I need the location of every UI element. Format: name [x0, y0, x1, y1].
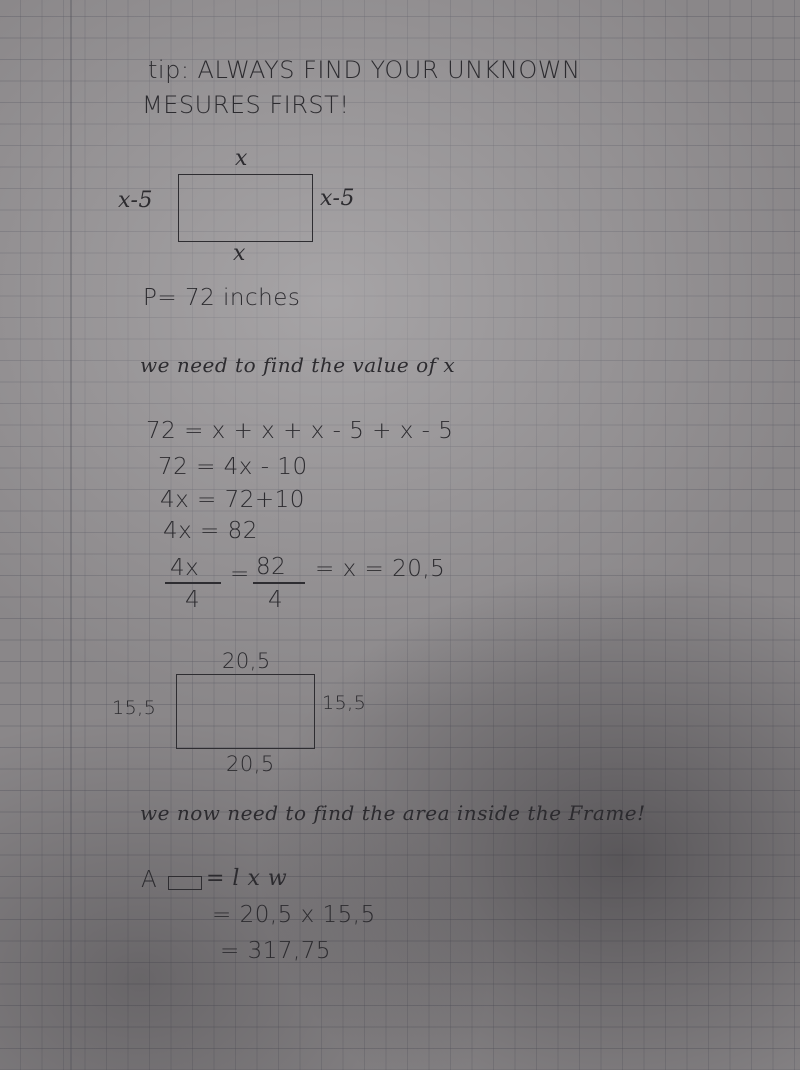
tip-line-1: tip: ALWAYS FIND YOUR UNKNOWN — [148, 56, 581, 84]
tip-line-2: MESURES FIRST! — [142, 91, 350, 119]
fraction-2-numerator: 82 — [256, 554, 287, 580]
area-step-1: = 20,5 x 15,5 — [212, 902, 376, 928]
diagram1-top-label: x — [235, 146, 248, 171]
equation-2: 72 = 4x - 10 — [158, 454, 308, 480]
fraction-1-numerator: 4x — [170, 555, 200, 581]
diagram2-right-label: 15,5 — [322, 692, 367, 714]
fraction-1-bar — [165, 582, 221, 584]
fraction-1-denominator: 4 — [185, 587, 201, 613]
diagram2-bottom-label: 20,5 — [226, 752, 275, 776]
fraction-2-denominator: 4 — [268, 587, 284, 613]
area-label: A — [141, 867, 158, 893]
area-formula: = l x w — [206, 866, 288, 891]
perimeter-text: P= 72 inches — [143, 285, 301, 311]
diagram1-bottom-label: x — [233, 241, 246, 266]
fraction-equals: = — [230, 561, 250, 587]
diagram1-left-label: x-5 — [118, 188, 153, 213]
find-area-text: we now need to find the area inside the Frame! — [140, 801, 646, 825]
diagram2-left-label: 15,5 — [112, 697, 157, 719]
rectangle-diagram-1 — [178, 174, 313, 242]
diagram1-right-label: x-5 — [320, 186, 355, 211]
area-step-2: = 317,75 — [220, 938, 332, 964]
find-x-text: we need to find the value of x — [140, 353, 456, 377]
margin-line — [70, 0, 72, 1070]
diagram2-top-label: 20,5 — [222, 649, 271, 673]
equation-4: 4x = 82 — [163, 518, 258, 544]
x-result: = x = 20,5 — [315, 556, 446, 582]
rectangle-diagram-2 — [176, 674, 315, 749]
equation-1: 72 = x + x + x - 5 + x - 5 — [146, 418, 454, 444]
equation-3: 4x = 72+10 — [160, 487, 305, 513]
rectangle-symbol-icon — [168, 876, 202, 890]
fraction-2-bar — [253, 582, 305, 584]
